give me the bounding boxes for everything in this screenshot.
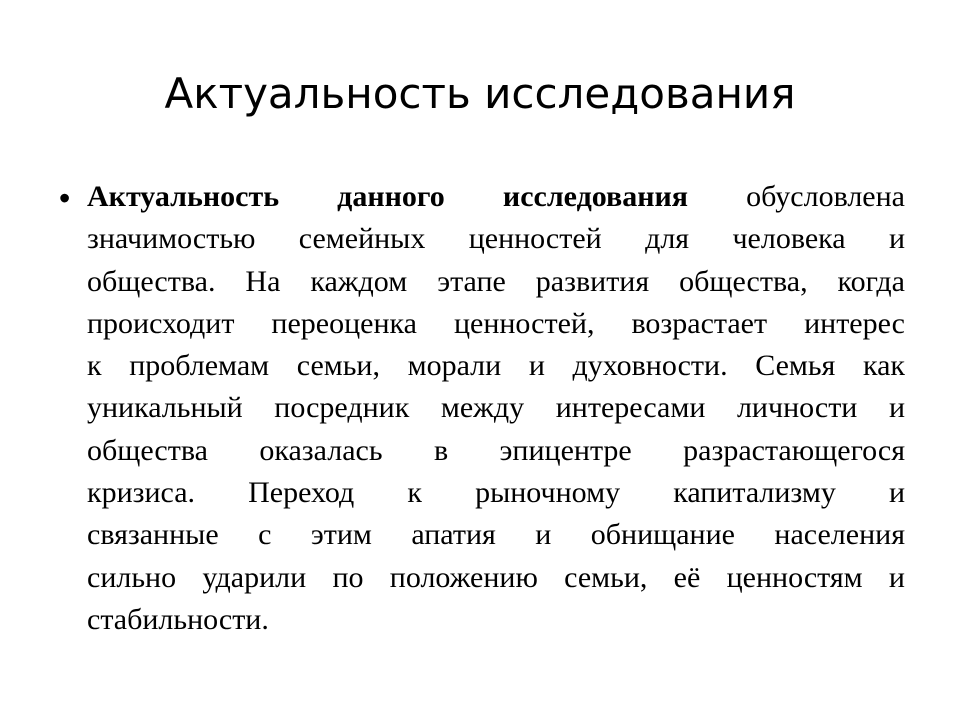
paragraph-line-11: стабильности. <box>87 602 269 636</box>
slide-title: Актуальность исследования <box>164 69 796 118</box>
bullet-paragraph <box>87 176 905 641</box>
paragraph-line-6: уникальный посредник между интересами личности и <box>87 391 905 425</box>
paragraph-line-8: кризиса. Переход к рыночному капитализму и <box>87 476 905 510</box>
bullet-marker: • <box>59 180 71 216</box>
paragraph-line-3: общества. На каждом этапе развития общества, когда <box>87 264 905 298</box>
paragraph-line-1 <box>87 176 905 218</box>
paragraph-line-2: значимостью семейных ценностей для человека и <box>87 222 905 256</box>
paragraph-line-10: сильно ударили по положению семьи, её ценностям и <box>87 560 905 594</box>
paragraph-line-4: происходит переоценка ценностей, возрастает интерес <box>87 306 905 340</box>
paragraph-line-1-rest: обусловлена <box>688 180 905 213</box>
paragraph-line-5: к проблемам семьи, морали и духовности. Семья как <box>87 349 905 383</box>
paragraph-line-9: связанные с этим апатия и обнищание населения <box>87 518 905 552</box>
paragraph-line-7: общества оказалась в эпицентре разрастающегося <box>87 433 905 467</box>
bold-lead-text: Актуальность данного исследования <box>87 180 689 213</box>
